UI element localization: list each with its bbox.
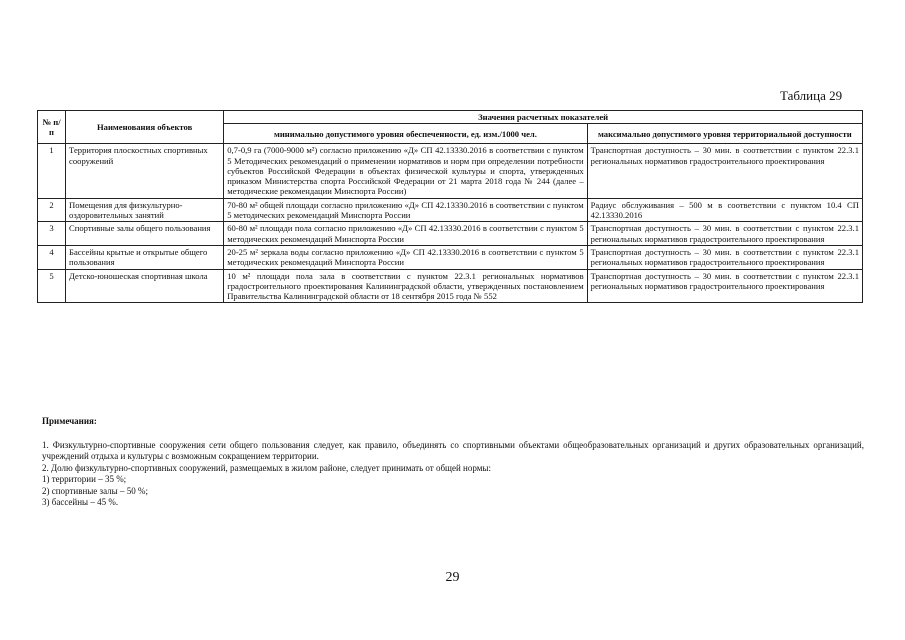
note-item: 2. Долю физкультурно-спортивных сооружений, размещаемых в жилом районе, следует принимать от общей нормы: [42, 462, 491, 473]
table-caption: Таблица 29 [780, 88, 843, 103]
row-object-name: Территория плоскостных спортивных сооружений [66, 144, 224, 198]
row-num: 4 [38, 245, 66, 269]
table-row [38, 269, 863, 303]
table-row [38, 144, 863, 198]
note-item: 3) бассейны – 45 %. [42, 497, 119, 507]
row-num: 2 [38, 198, 66, 222]
row-object-name: Бассейны крытые и открытые общего пользования [66, 245, 224, 269]
note-item: 1. Физкультурно-спортивные сооружения сети общего пользования следует, как правило, объединять со спортивными объектами общеобразовательных организаций и других образовательных организаций, учреждений отдыха и культуры с возможным сокращением территории. [42, 439, 864, 461]
header-num: № п/п [38, 111, 66, 144]
table-row [38, 245, 863, 269]
row-max-value: Транспортная доступность – 30 мин. в соответствии с пунктом 22.3.1 региональных нормативов градостроительного проектирования [587, 222, 862, 246]
note-item: 1) территории – 35 %; [42, 474, 127, 484]
header-name: Наименования объектов [66, 111, 224, 144]
row-num: 5 [38, 269, 66, 303]
table-row [38, 198, 863, 222]
row-object-name: Спортивные залы общего пользования [66, 222, 224, 246]
header-max: максимально допустимого уровня территориальной доступности [587, 124, 862, 144]
row-object-name: Детско-юношеская спортивная школа [66, 269, 224, 303]
row-min-value: 0,7-0,9 га (7000-9000 м²) согласно приложению «Д» СП 42.13330.2016 в соответствии с пунктом 5 Методических рекомендаций о применении нормативов и норм при определении потребности субъектов Российской Федерации в объектах физической культуры и спорта, утвержденных приказом Министерства спорта Российской Федерации от 21 марта 2018 года № 244 (далее – методические рекомендации Минспорта России) [224, 144, 587, 198]
row-min-value: 60-80 м² площади пола согласно приложению «Д» СП 42.13330.2016 в соответствии с пунктом 5 методических рекомендаций Минспорта России [224, 222, 587, 246]
row-max-value: Транспортная доступность – 30 мин. в соответствии с пунктом 22.3.1 региональных нормативов градостроительного проектирования [587, 245, 862, 269]
page-number: 29 [445, 570, 460, 585]
row-num: 1 [38, 144, 66, 198]
row-max-value: Радиус обслуживания – 500 м в соответствии с пунктом 10.4 СП 42.13330.2016 [587, 198, 862, 222]
note-item: 2) спортивные залы – 50 %; [42, 485, 148, 496]
notes-section [42, 416, 864, 509]
row-min-value: 10 м² площади пола зала в соответствии с пунктом 22.3.1 региональных нормативов градостроительного проектирования Калининградской области, утвержденных постановлением Правительства Калининградской области от 18 сентября 2015 года № 552 [224, 269, 587, 303]
header-values-group: Значения расчетных показателей [224, 111, 863, 124]
notes-title: Примечания: [42, 416, 97, 426]
row-num: 3 [38, 222, 66, 246]
row-object-name: Помещения для физкультурно-оздоровительных занятий [66, 198, 224, 222]
row-max-value: Транспортная доступность – 30 мин. в соответствии с пунктом 22.3.1 региональных нормативов градостроительного проектирования [587, 269, 862, 303]
row-max-value: Транспортная доступность – 30 мин. в соответствии с пунктом 22.3.1 региональных нормативов градостроительного проектирования [587, 144, 862, 198]
header-min: минимально допустимого уровня обеспеченности, ед. изм./1000 чел. [224, 124, 587, 144]
table-row [38, 222, 863, 246]
indicators-table [37, 110, 863, 303]
row-min-value: 70-80 м² общей площади согласно приложению «Д» СП 42.13330.2016 в соответствии с пунктом 5 методических рекомендаций Минспорта России [224, 198, 587, 222]
row-min-value: 20-25 м² зеркала воды согласно приложению «Д» СП 42.13330.2016 в соответствии с пунктом 5 методических рекомендаций Минспорта России [224, 245, 587, 269]
